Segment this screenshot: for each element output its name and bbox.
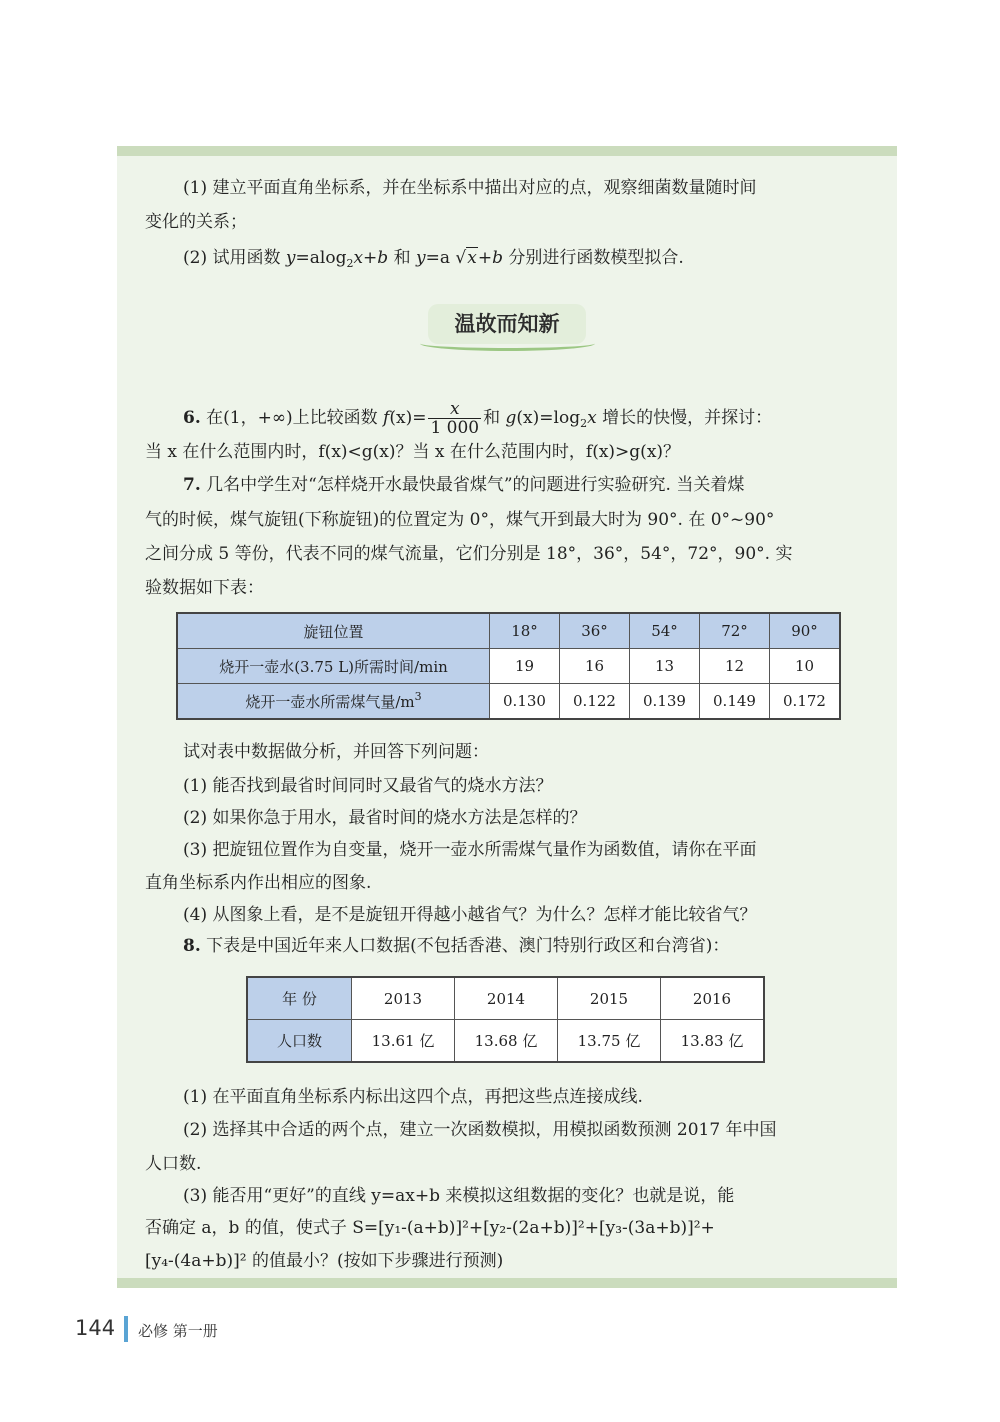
problem-6-line2: 当 x 在什么范围内时，f(x)<g(x)？当 x 在什么范围内时，f(x)>g(x)？	[145, 442, 681, 462]
gas-cell: 0.130	[490, 684, 560, 720]
q8-3-line1: (3) 能否用“更好”的直线 y=ax+b 来模拟这组数据的变化？也就是说，能	[183, 1186, 735, 1206]
problem-7-line3: 之间分成 5 等份，代表不同的煤气流量，它们分别是 18°，36°，54°，72°，90°. 实	[145, 544, 793, 564]
page-divider	[124, 1316, 128, 1342]
gas-cell: 0.122	[560, 684, 630, 720]
population-table	[246, 976, 765, 1063]
row-header: 旋钮位置	[177, 613, 490, 649]
time-cell: 12	[700, 649, 770, 684]
q8-1: (1) 在平面直角坐标系内标出这四个点，再把这些点连接成线.	[183, 1087, 643, 1107]
q7-1: (1) 能否找到最省时间同时又最省气的烧水方法？	[183, 776, 553, 796]
problem-8-line1: 8. 下表是中国近年来人口数据(不包括香港、澳门特别行政区和台湾省)：	[183, 936, 730, 956]
table-row	[177, 613, 840, 649]
gas-experiment-table	[176, 612, 841, 720]
intro-q2: (2) 试用函数 y=alog$_2$x+b 和 y=a √x+b 分别进行函数模型拟合.	[183, 248, 684, 270]
table-row	[177, 684, 840, 720]
row-header: 烧开一壶水(3.75 L)所需时间/min	[177, 649, 490, 684]
row-header: 人口数	[247, 1020, 352, 1063]
q7-intro: 试对表中数据做分析，并回答下列问题：	[183, 742, 489, 762]
page-number: 144	[75, 1316, 116, 1340]
table-row	[177, 649, 840, 684]
year-cell: 2015	[558, 977, 661, 1020]
q7-2: (2) 如果你急于用水，最省时间的烧水方法是怎样的？	[183, 808, 587, 828]
time-cell: 13	[630, 649, 700, 684]
year-cell: 2014	[455, 977, 558, 1020]
intro-q1-line2: 变化的关系；	[145, 212, 247, 232]
population-cell: 13.83 亿	[661, 1020, 765, 1063]
gas-cell: 0.149	[700, 684, 770, 720]
q7-4: (4) 从图象上看，是不是旋钮开得越小越省气？为什么？怎样才能比较省气？	[183, 905, 757, 925]
angle-cell: 36°	[560, 613, 630, 649]
q7-3-line2: 直角坐标系内作出相应的图象.	[145, 873, 372, 893]
year-cell: 2013	[352, 977, 455, 1020]
time-cell: 10	[770, 649, 841, 684]
intro-q1-line1: (1) 建立平面直角坐标系，并在坐标系中描出对应的点，观察细菌数量随时间	[183, 178, 757, 198]
q8-2-line1: (2) 选择其中合适的两个点，建立一次函数模拟，用模拟函数预测 2017 年中国	[183, 1120, 777, 1140]
book-title: 必修 第一册	[138, 1322, 218, 1340]
problem-7-line2: 气的时候，煤气旋钮(下称旋钮)的位置定为 0°，煤气开到最大时为 90°. 在 0°~90°	[145, 510, 775, 530]
angle-cell: 18°	[490, 613, 560, 649]
q8-2-line2: 人口数.	[145, 1154, 202, 1174]
table-row	[247, 1020, 764, 1063]
section-title: 温故而知新	[428, 304, 586, 344]
year-cell: 2016	[661, 977, 765, 1020]
time-cell: 19	[490, 649, 560, 684]
population-cell: 13.61 亿	[352, 1020, 455, 1063]
problem-7-line4: 验数据如下表：	[145, 578, 264, 598]
q8-3-line3: [y₄-(4a+b)]² 的值最小？(按如下步骤进行预测)	[145, 1251, 504, 1271]
gas-cell: 0.139	[630, 684, 700, 720]
q8-3-line2: 否确定 a，b 的值，使式子 S=[y₁-(a+b)]²+[y₂-(2a+b)]²+[y₃-(3a+b)]²+	[145, 1218, 715, 1238]
q7-3-line1: (3) 把旋钮位置作为自变量，烧开一壶水所需煤气量作为函数值，请你在平面	[183, 840, 757, 860]
angle-cell: 54°	[630, 613, 700, 649]
fraction: $\frac{x}{1 000}$	[430, 399, 480, 438]
row-header: 烧开一壶水所需煤气量$/m^3$	[177, 684, 490, 720]
gas-cell: 0.172	[770, 684, 841, 720]
population-cell: 13.75 亿	[558, 1020, 661, 1063]
angle-cell: 72°	[700, 613, 770, 649]
population-cell: 13.68 亿	[455, 1020, 558, 1063]
row-header: 年 份	[247, 977, 352, 1020]
angle-cell: 90°	[770, 613, 841, 649]
problem-7-line1: 7. 几名中学生对“怎样烧开水最快最省煤气”的问题进行实验研究. 当关着煤	[183, 475, 745, 495]
table-row	[247, 977, 764, 1020]
problem-6-line1: 6. 在(1，+∞)上比较函数 f(x)= $\frac{x}{1 000}$ 和 $g(x)=\log_2x$ 增长的快慢，并探讨：	[183, 399, 773, 438]
time-cell: 16	[560, 649, 630, 684]
